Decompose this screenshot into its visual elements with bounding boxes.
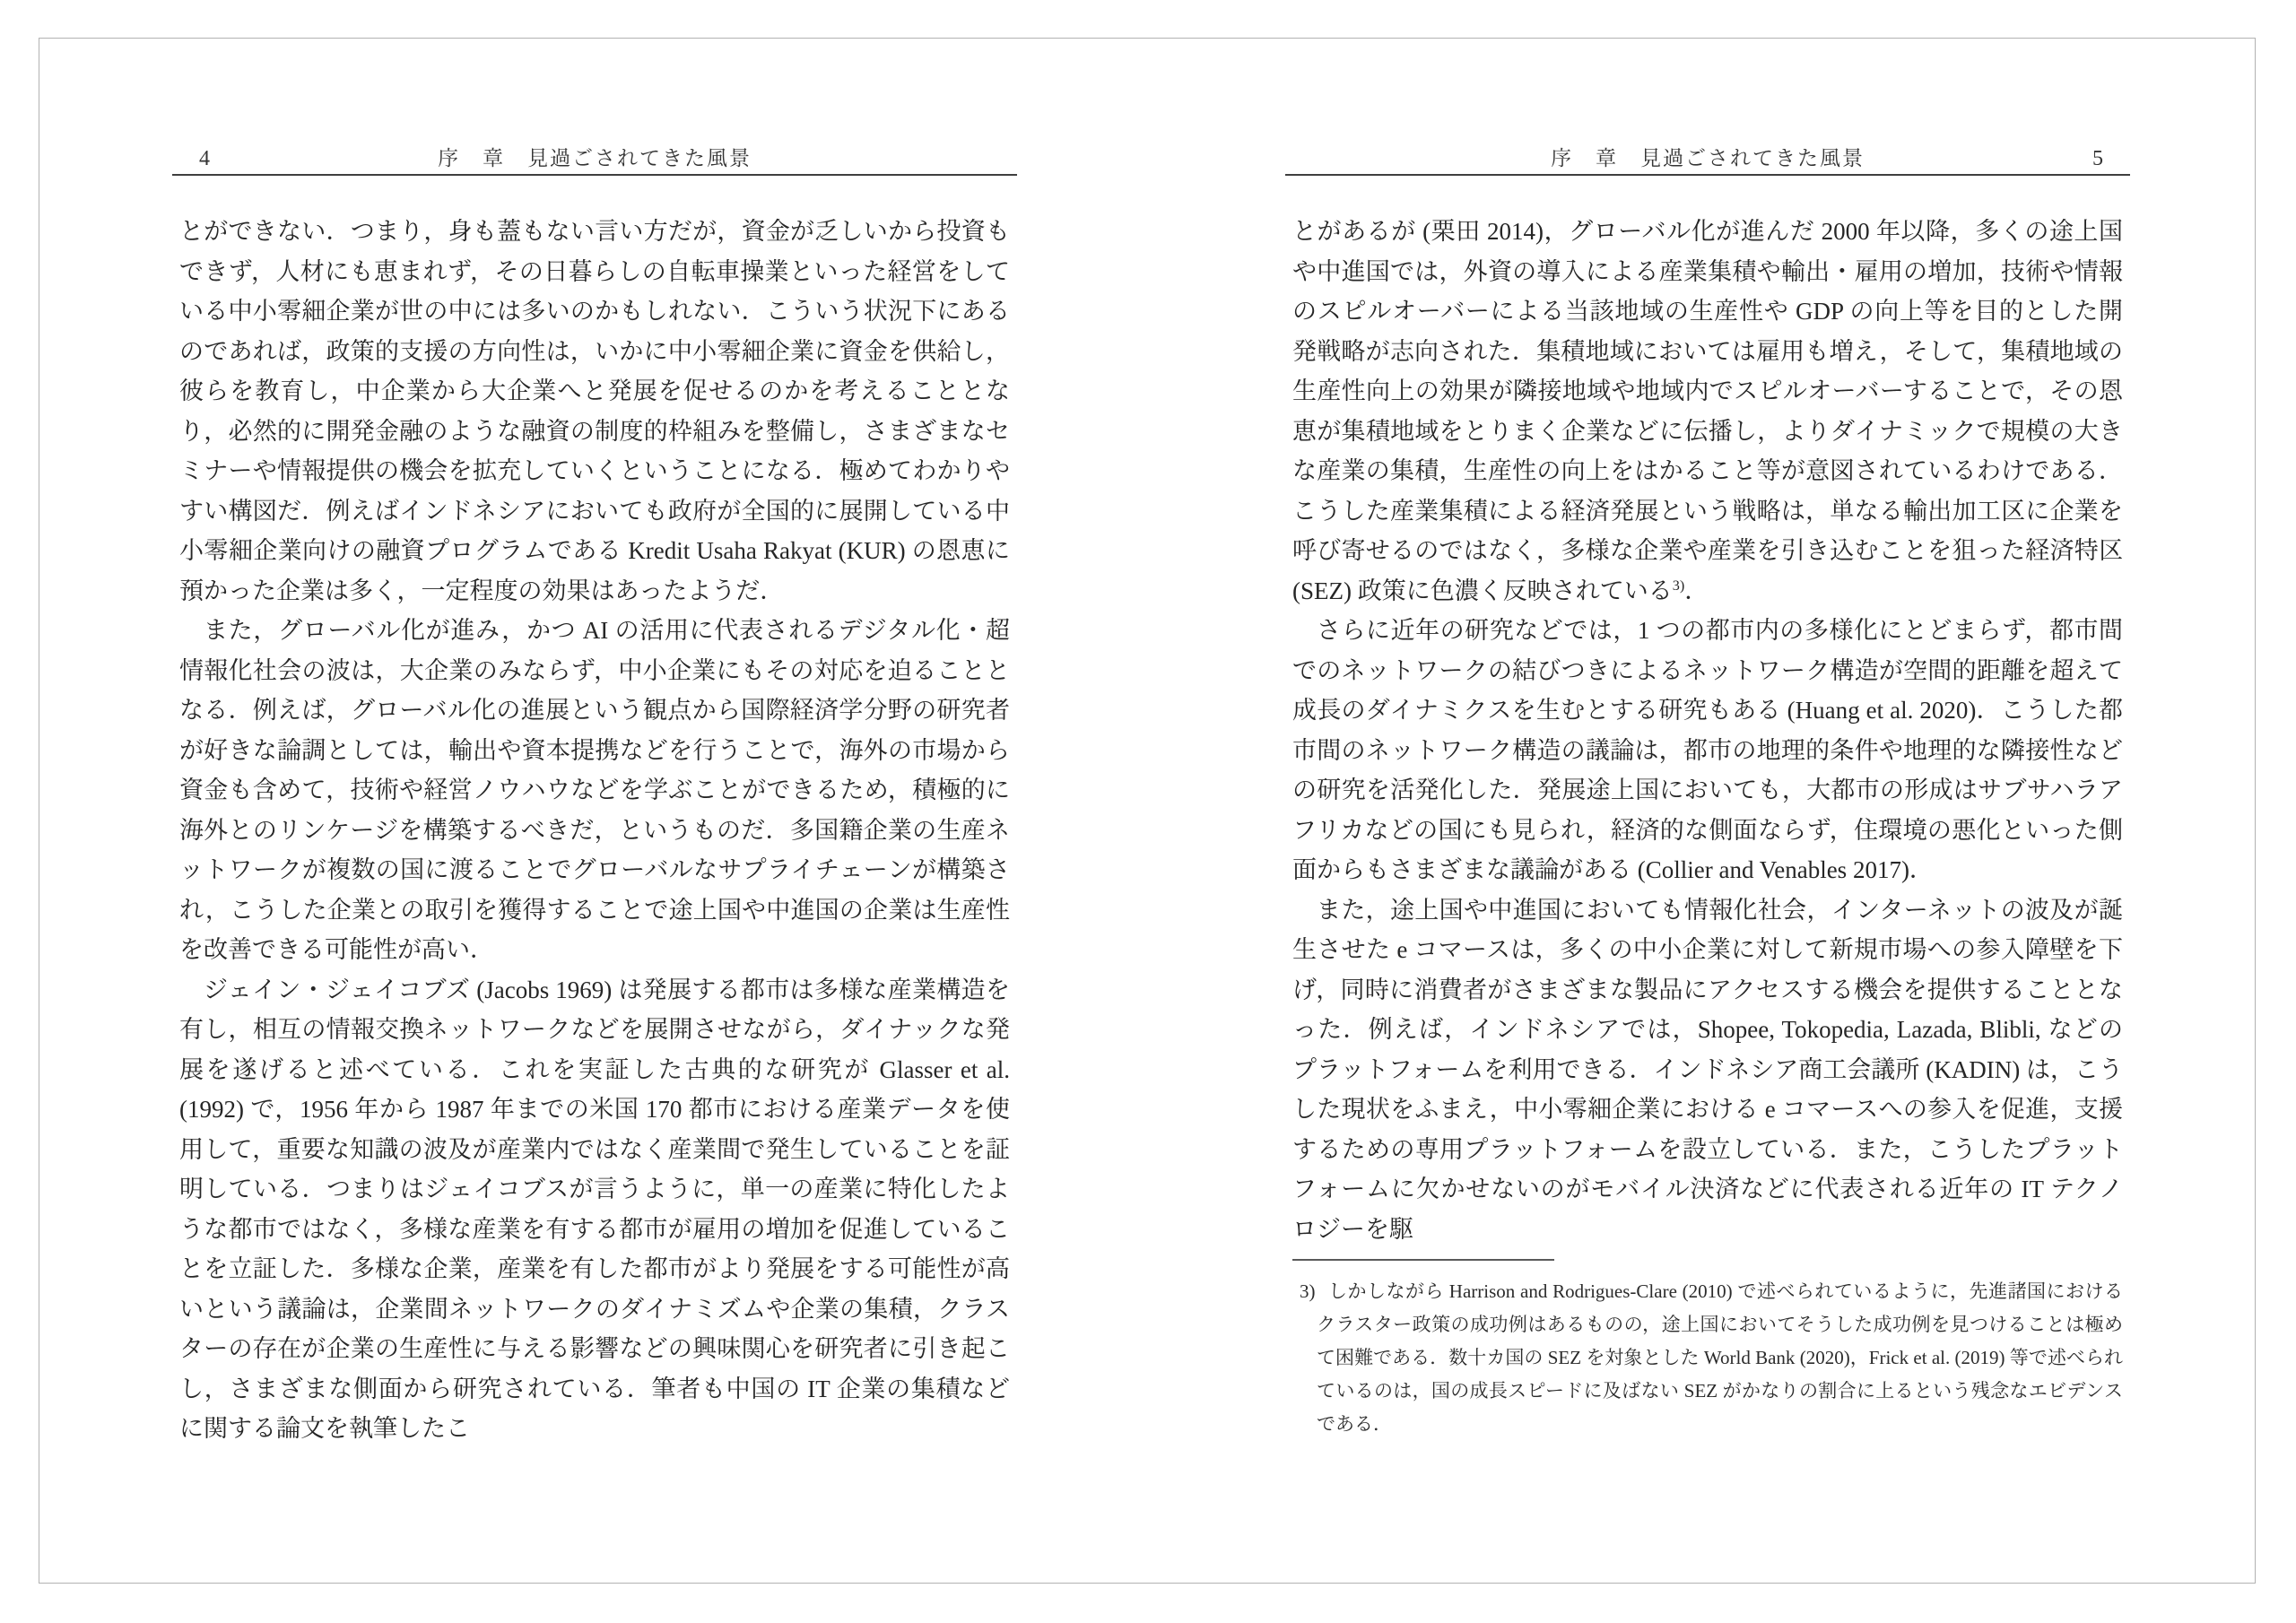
paragraph: また，グローバル化が進み，かつ AI の活用に代表されるデジタル化・超情報化社会の波は，大企業のみならず，中小企業にもその対応を迫ることとなる．例えば，グローバル化の進展という観点から国際経済学分野の研究者が好きな論調としては，輸出や資本提携などを行うことで，海外の市場から資金も含めて，技術や経営ノウハウなどを学ぶことができるため，積極的に海外とのリンケージを構築するべきだ，というものだ．多国籍企業の生産ネットワークが複数の国に渡ることでグローバルなサプライチェーンが構築され，こうした企業との取引を獲得することで途上国や中進国の企業は生産性を改善できる可能性が高い． (179, 617, 1010, 963)
page-left (179, 144, 1010, 1543)
page-left-header (172, 144, 1017, 176)
footnote-text (1292, 1275, 2123, 1441)
page-number-right: 5 (2092, 147, 2103, 170)
paragraph: また，途上国や中進国においても情報化社会，インターネットの波及が誕生させた e コマースは，多くの中小企業に対して新規市場への参入障壁を下げ，同時に消費者がさまざまな製品にアクセスする機会を提供することとなった．例えば，インドネシアでは，Shopee, Tokopedia, Lazada, Blibli, などのプラットフォームを利用できる．インドネシア商工会議所 (KADIN) は，こうした現状をふまえ，中小零細企業における e コマースへの参入を促進，支援するための専用プラットフォームを設立している．また，こうしたプラットフォームに欠かせないのがモバイル決済などに代表される近年の IT テクノロジーを駆 (1292, 896, 2123, 1243)
running-head-right: 序 章 見過ごされてきた風景 (1551, 147, 1865, 169)
paragraph-text: ． (1684, 577, 1709, 604)
page-right (1292, 144, 2123, 1575)
footnote (1292, 1259, 2123, 1441)
running-head-left: 序 章 見過ごされてきた風景 (438, 147, 752, 169)
footnote-rule (1292, 1259, 1554, 1261)
footnote-body: しかしながら Harrison and Rodrigues-Clare (2010) で述べられているように，先進諸国におけるクラスター政策の成功例はあるものの，途上国においてそうした成功例を見つけることは極めて困難である．数十カ国の SEZ を対象とした World Bank (2020)，Frick et al. (2019) 等で述べられているのは，国の成長スピードに及ばない SEZ がかなりの割合に上るという残念なエビデンスである． (1317, 1280, 2123, 1435)
footnote-marker: 3) (1300, 1280, 1316, 1302)
paragraph: さらに近年の研究などでは，1 つの都市内の多様化にとどまらず，都市間でのネットワークの結びつきによるネットワーク構造が空間的距離を超えて成長のダイナミクスを生むとする研究もある (Huang et al. 2020)．こうした都市間のネットワーク構造の議論は，都市の地理的条件や地理的な隣接性などの研究を活発化した．発展途上国においても，大都市の形成はサブサハラアフリカなどの国にも見られ，経済的な側面ならず，住環境の悪化といった側面からもさまざまな議論がある (Collier and Venables 2017)． (1292, 617, 2123, 883)
book-spread (39, 38, 2256, 1584)
paragraph: とができない．つまり，身も蓋もない言い方だが，資金が乏しいから投資もできず，人材にも恵まれず，その日暮らしの自転車操業といった経営をしている中小零細企業が世の中には多いのかもしれない．こういう状況下にあるのであれば，政策的支援の方向性は，いかに中小零細企業に資金を供給し，彼らを教育し，中企業から大企業へと発展を促せるのかを考えることとなり，必然的に開発金融のような融資の制度的枠組みを整備し，さまざまなセミナーや情報提供の機会を拡充していくということになる．極めてわかりやすい構図だ．例えばインドネシアにおいても政府が全国的に展開している中小零細企業向けの融資プログラムである Kredit Usaha Rakyat (KUR) の恩恵に預かった企業は多く，一定程度の効果はあったようだ． (179, 218, 1010, 604)
footnote-reference: 3) (1672, 577, 1685, 594)
page-right-body (1292, 212, 2123, 1249)
page-number-left: 4 (199, 147, 210, 170)
page-right-header (1285, 144, 2130, 176)
paragraph: ジェイン・ジェイコブズ (Jacobs 1969) は発展する都市は多様な産業構造を有し，相互の情報交換ネットワークなどを展開させながら，ダイナックな発展を遂げると述べている．これを実証した古典的な研究が Glasser et al. (1992) で，1956 年から 1987 年までの米国 170 都市における産業データを使用して，重要な知識の波及が産業内ではなく産業間で発生していることを証明している．つまりはジェイコブスが言うように，単一の産業に特化したような都市ではなく，多様な産業を有する都市が雇用の増加を促進していることを立証した．多様な企業，産業を有した都市がより発展をする可能性が高いという議論は，企業間ネットワークのダイナミズムや企業の集積，クラスターの存在が企業の生産性に与える影響などの興味関心を研究者に引き起こし，さまざまな側面から研究されている．筆者も中国の IT 企業の集積などに関する論文を執筆したこ (179, 976, 1010, 1442)
page-left-body (179, 212, 1010, 1449)
paragraph (1292, 212, 2123, 611)
paragraph-text: とがあるが (栗田 2014)，グローバル化が進んだ 2000 年以降，多くの途上国や中進国では，外資の導入による産業集積や輸出・雇用の増加，技術や情報のスピルオーバーによる当該地域の生産性や GDP の向上等を目的とした開発戦略が志向された．集積地域においては雇用も増え，そして，集積地域の生産性向上の効果が隣接地域や地域内でスピルオーバーすることで，その恩恵が集積地域をとりまく企業などに伝播し，よりダイナミックで規模の大きな産業の集積，生産性の向上をはかること等が意図されているわけである．こうした産業集積による経済発展という戦略は，単なる輸出加工区に企業を呼び寄せるのではなく，多様な企業や産業を引き込むことを狙った経済特区 (SEZ) 政策に色濃く反映されている (1292, 218, 2123, 604)
